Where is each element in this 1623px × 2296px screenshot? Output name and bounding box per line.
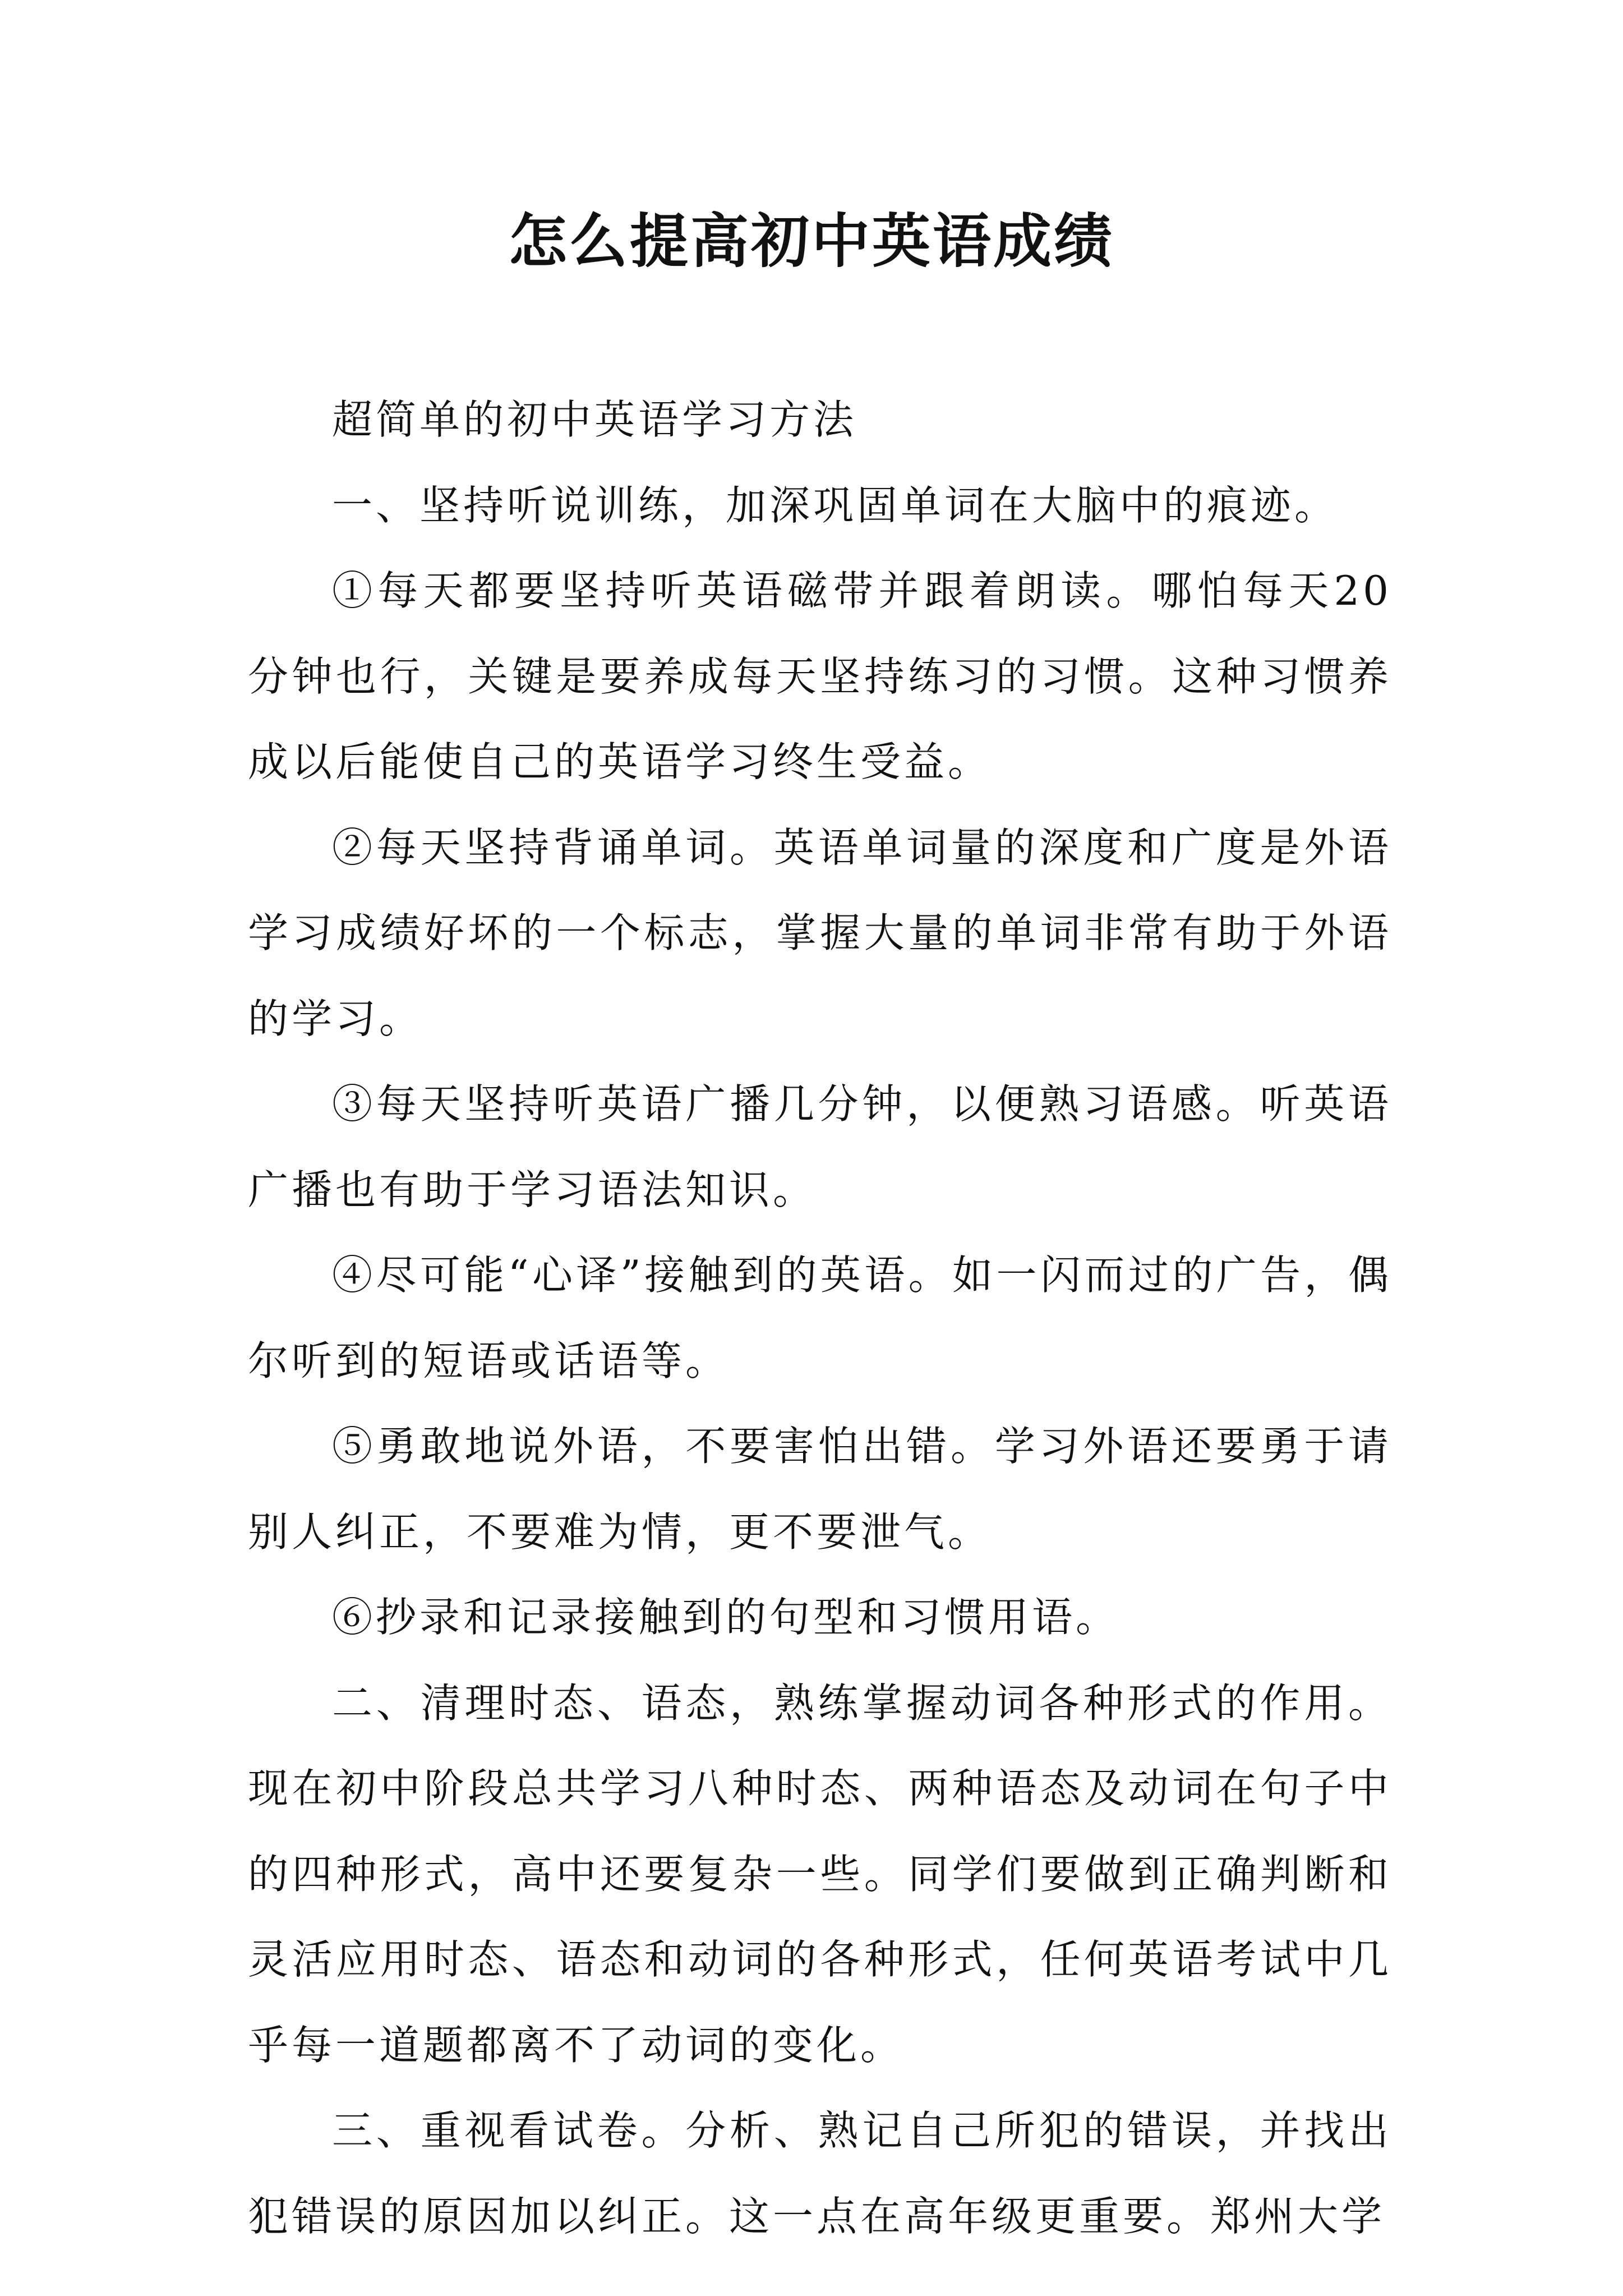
paragraph-section-3: 三、重视看试卷。分析、熟记自己所犯的错误，并找出犯错误的原因加以纠正。这一点在高年级更重要。郑州大学 — [248, 2107, 1392, 2240]
paragraph-subtitle: 超简单的初中英语学习方法 — [332, 396, 857, 443]
document-body — [248, 377, 1392, 2259]
paragraph-section-1-heading: 一、坚持听说训练，加深巩固单词在大脑中的痕迹。 — [332, 481, 1339, 529]
paragraph-item-3: ③每天坚持听英语广播几分钟，以便熟习语感。听英语广播也有助于学习语法知识。 — [248, 1080, 1392, 1213]
paragraph-item-4: ④尽可能“心译”接触到的英语。如一闪而过的广告，偶尔听到的短语或话语等。 — [248, 1251, 1392, 1384]
document-title: 怎么提高初中英语成绩 — [508, 206, 1114, 275]
paragraph-item-5: ⑤勇敢地说外语，不要害怕出错。学习外语还要勇于请别人纠正，不要难为情，更不要泄气。 — [248, 1423, 1392, 1556]
paragraph-item-6: ⑥抄录和记录接触到的句型和习惯用语。 — [332, 1594, 1120, 1641]
paragraph-item-2: ②每天坚持背诵单词。英语单词量的深度和广度是外语学习成绩好坏的一个标志，掌握大量的单词非常有助于外语的学习。 — [248, 823, 1392, 1042]
paragraph-item-1: ①每天都要坚持听英语磁带并跟着朗读。哪怕每天20分钟也行，关键是要养成每天坚持练习的习惯。这种习惯养成以后能使自己的英语学习终生受益。 — [248, 567, 1392, 785]
paragraph-section-2: 二、清理时态、语态，熟练掌握动词各种形式的作用。现在初中阶段总共学习八种时态、两种语态及动词在句子中的四种形式，高中还要复杂一些。同学们要做到正确判断和灵活应用时态、语态和动词的各种形式，任何英语考试中几乎每一道题都离不了动词的变化。 — [248, 1679, 1392, 2069]
